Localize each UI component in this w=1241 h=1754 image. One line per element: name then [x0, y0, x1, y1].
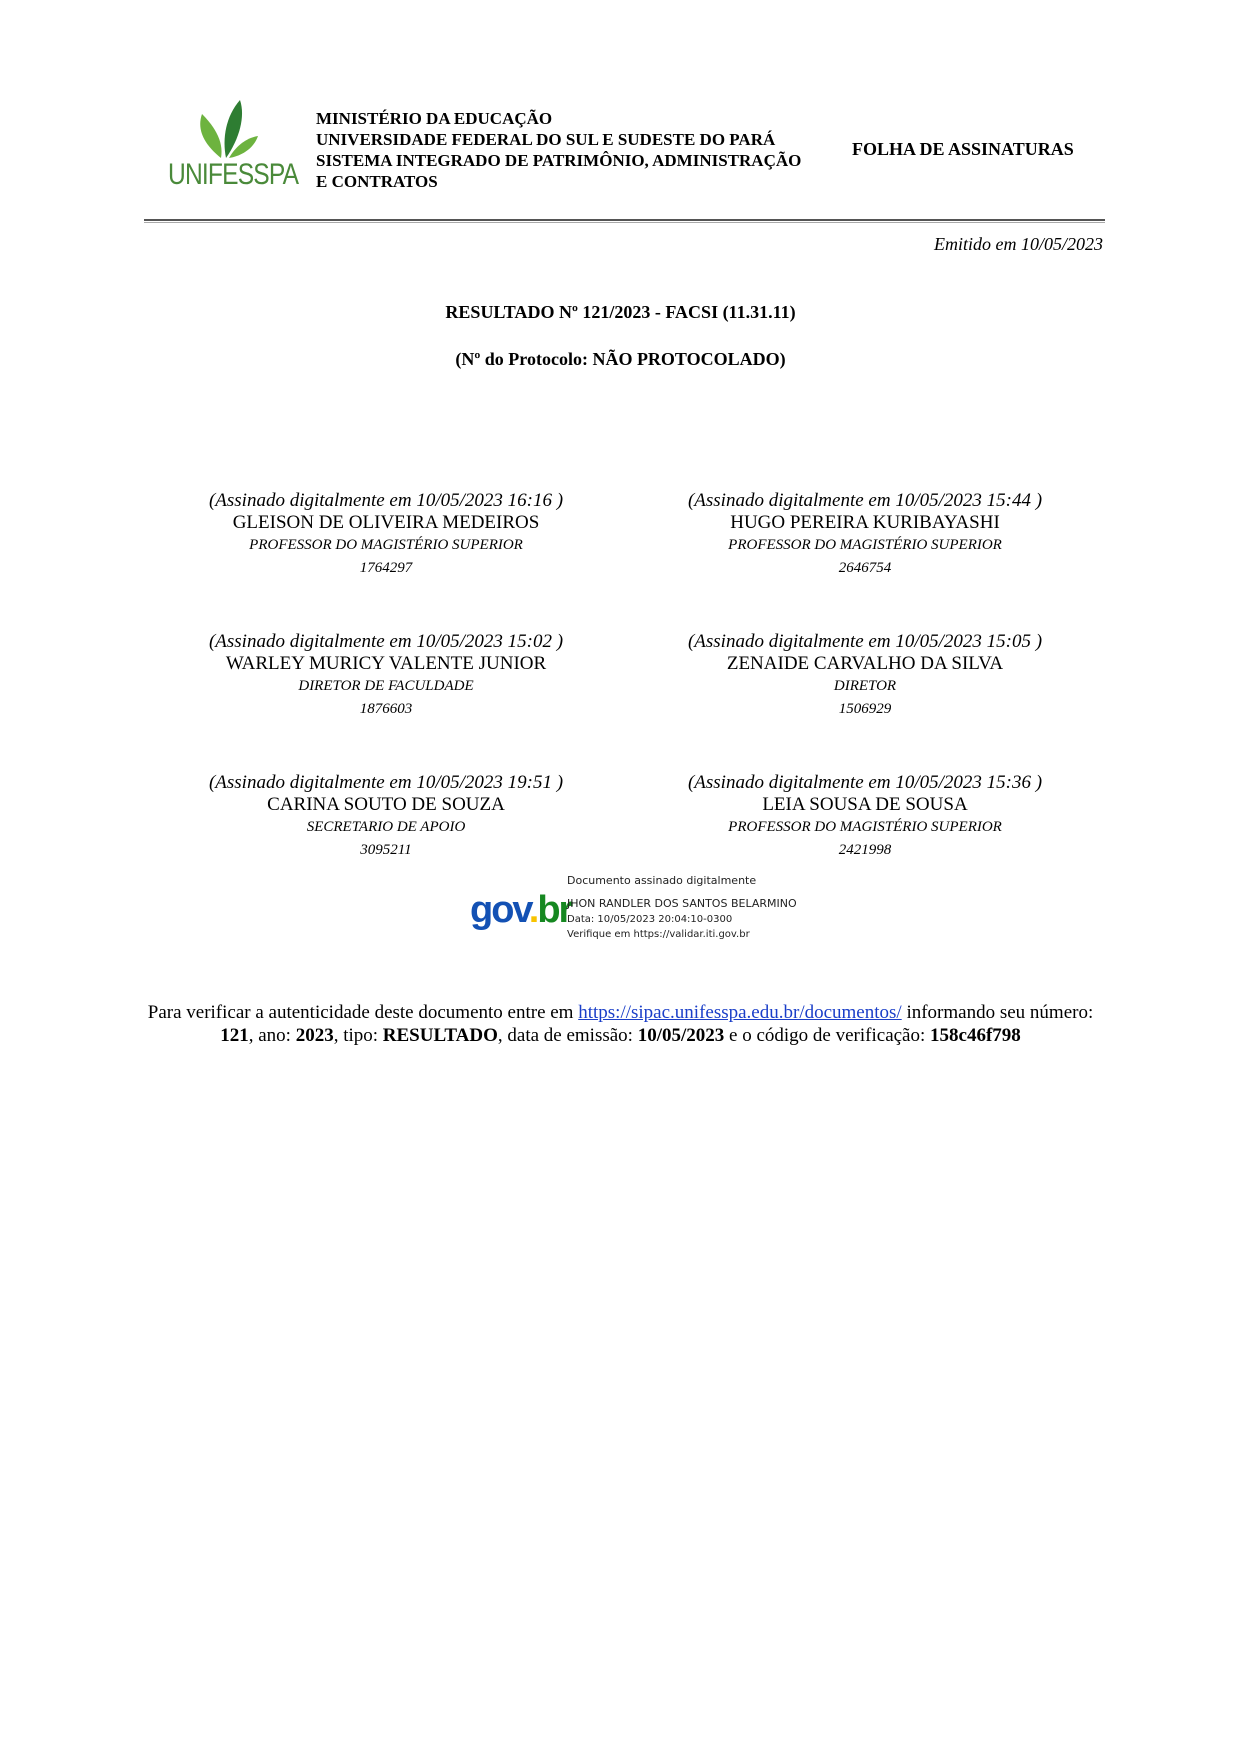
signer-role: PROFESSOR DO MAGISTÉRIO SUPERIOR	[249, 537, 523, 553]
govbr-logo-dot: .	[528, 889, 538, 931]
institution-line: UNIVERSIDADE FEDERAL DO SUL E SUDESTE DO PARÁ	[316, 130, 776, 149]
institution-line: E CONTRATOS	[316, 172, 438, 191]
verify-text: , data de emissão:	[497, 1025, 633, 1046]
signature-block	[645, 630, 1085, 720]
signer-role: PROFESSOR DO MAGISTÉRIO SUPERIOR	[728, 819, 1002, 835]
signer-name: HUGO PEREIRA KURIBAYASHI	[730, 512, 1000, 533]
signature-timestamp: (Assinado digitalmente em 10/05/2023 15:02 )	[208, 631, 564, 652]
stamp-signer: JHON RANDLER DOS SANTOS BELARMINO	[567, 897, 797, 910]
signer-name: WARLEY MURICY VALENTE JUNIOR	[225, 653, 547, 674]
signer-role: DIRETOR DE FACULDADE	[298, 678, 474, 694]
verify-prefix: Para verificar a autenticidade deste documento entre em	[147, 1002, 574, 1023]
govbr-logo-gov: gov	[470, 889, 529, 931]
signature-timestamp: (Assinado digitalmente em 10/05/2023 15:44 )	[687, 490, 1043, 511]
verification-paragraph	[140, 1001, 1101, 1047]
stamp-caption: Documento assinado digitalmente	[567, 874, 757, 887]
unifesspa-logo	[166, 96, 299, 196]
signature-block	[166, 771, 606, 861]
verification-link[interactable]: https://sipac.unifesspa.edu.br/documentos/	[578, 1002, 902, 1023]
stamp-date: Data: 10/05/2023 20:04:10-0300	[567, 914, 733, 925]
signature-timestamp: (Assinado digitalmente em 10/05/2023 16:16 )	[208, 490, 564, 511]
doc-type: RESULTADO	[382, 1025, 498, 1046]
signature-block	[645, 489, 1085, 579]
verify-text: , tipo:	[333, 1025, 379, 1046]
signature-block	[166, 489, 606, 579]
doc-date: 10/05/2023	[637, 1025, 725, 1046]
signer-name: GLEISON DE OLIVEIRA MEDEIROS	[232, 512, 540, 533]
signer-id: 1876603	[359, 701, 413, 717]
signature-timestamp: (Assinado digitalmente em 10/05/2023 19:51 )	[208, 772, 564, 793]
signer-id: 1506929	[838, 701, 892, 717]
signature-block	[166, 630, 606, 720]
doc-number: 121	[220, 1025, 249, 1046]
govbr-logo	[470, 889, 571, 932]
verify-text: e o código de verificação:	[729, 1025, 926, 1046]
logo-wordmark: UNIFESSPA	[168, 158, 299, 191]
signer-name: ZENAIDE CARVALHO DA SILVA	[726, 653, 1004, 674]
signature-block	[645, 771, 1085, 861]
signer-id: 2421998	[838, 842, 892, 858]
signer-id: 1764297	[359, 560, 413, 576]
document-title: RESULTADO Nº 121/2023 - FACSI (11.31.11)	[445, 302, 796, 322]
signer-name: LEIA SOUSA DE SOUSA	[762, 794, 968, 815]
sheet-title: FOLHA DE ASSINATURAS	[852, 139, 1074, 159]
header-divider	[144, 219, 1105, 221]
signer-role: DIRETOR	[833, 678, 897, 694]
govbr-stamp-text	[567, 872, 797, 942]
signer-role: SECRETARIO DE APOIO	[306, 819, 466, 835]
header-divider-thin	[144, 222, 1105, 223]
govbr-logo-br: br	[537, 889, 572, 931]
leaf-logo-icon	[166, 96, 296, 166]
signature-timestamp: (Assinado digitalmente em 10/05/2023 15:05 )	[687, 631, 1043, 652]
institution-line: SISTEMA INTEGRADO DE PATRIMÔNIO, ADMINISTRAÇÃO	[316, 151, 802, 170]
signer-id: 2646754	[838, 560, 892, 576]
doc-year: 2023	[295, 1025, 334, 1046]
institution-block	[316, 108, 801, 192]
verify-text: , ano:	[248, 1025, 291, 1046]
protocol-number: (Nº do Protocolo: NÃO PROTOCOLADO)	[455, 349, 786, 369]
issued-date: Emitido em 10/05/2023	[934, 234, 1103, 254]
signer-id: 3095211	[360, 842, 412, 858]
verification-code: 158c46f798	[930, 1025, 1021, 1046]
verify-text: informando seu número:	[906, 1002, 1094, 1023]
signer-name: CARINA SOUTO DE SOUZA	[267, 794, 505, 815]
institution-line: MINISTÉRIO DA EDUCAÇÃO	[316, 109, 553, 128]
signature-timestamp: (Assinado digitalmente em 10/05/2023 15:36 )	[687, 772, 1043, 793]
signer-role: PROFESSOR DO MAGISTÉRIO SUPERIOR	[728, 537, 1002, 553]
stamp-verify: Verifique em https://validar.iti.gov.br	[567, 929, 750, 940]
